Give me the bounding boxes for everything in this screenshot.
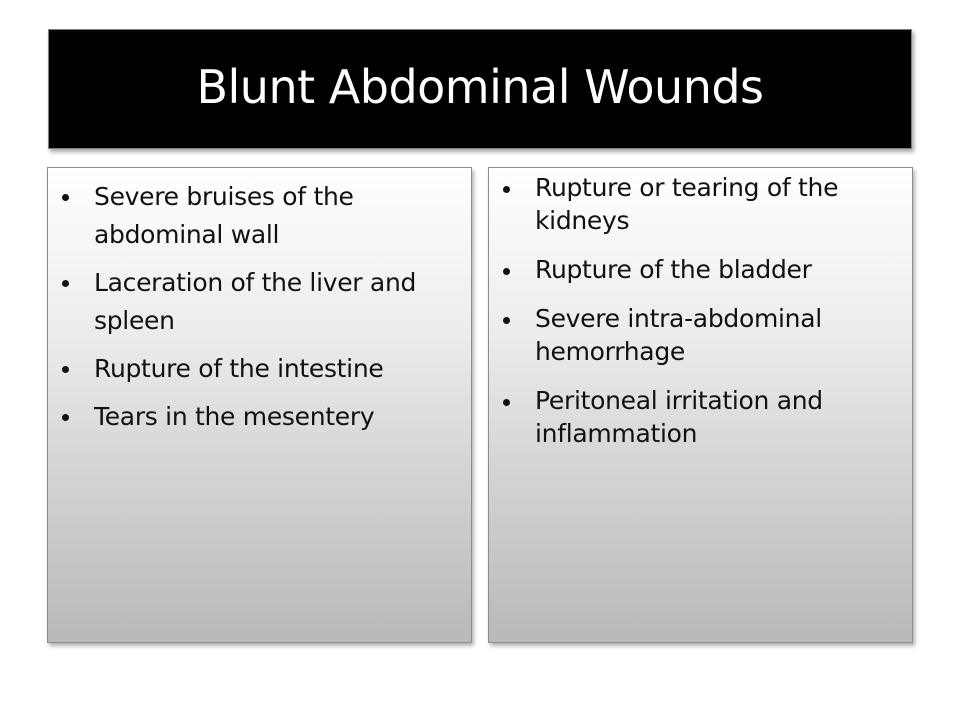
bullet-icon	[503, 317, 510, 324]
bullet-text: Rupture or tearing of the kidneys	[535, 173, 839, 235]
bullet-text: Severe intra-abdominal hemorrhage	[535, 304, 822, 366]
right-content-panel	[488, 167, 913, 643]
bullet-text: Severe bruises of the abdominal wall	[94, 182, 354, 249]
left-content-panel	[47, 167, 472, 643]
list-item	[48, 178, 471, 254]
list-item	[489, 253, 912, 286]
bullet-icon	[503, 268, 510, 275]
bullet-text: Tears in the mesentery	[94, 402, 375, 431]
bullet-text: Rupture of the intestine	[94, 354, 384, 383]
bullet-icon	[62, 280, 69, 287]
right-bullet-list	[489, 171, 912, 466]
list-item	[48, 398, 471, 436]
title-box	[48, 29, 912, 149]
list-item	[489, 302, 912, 368]
list-item	[489, 171, 912, 237]
bullet-icon	[62, 194, 69, 201]
left-bullet-list	[48, 178, 471, 446]
bullet-text: Rupture of the bladder	[535, 255, 812, 284]
bullet-icon	[503, 399, 510, 406]
bullet-text: Laceration of the liver and spleen	[94, 268, 417, 335]
list-item	[489, 384, 912, 450]
bullet-icon	[62, 366, 69, 373]
list-item	[48, 264, 471, 340]
bullet-icon	[503, 186, 510, 193]
bullet-text: Peritoneal irritation and inflammation	[535, 386, 823, 448]
bullet-icon	[62, 414, 69, 421]
list-item	[48, 350, 471, 388]
slide-title: Blunt Abdominal Wounds	[196, 60, 764, 114]
